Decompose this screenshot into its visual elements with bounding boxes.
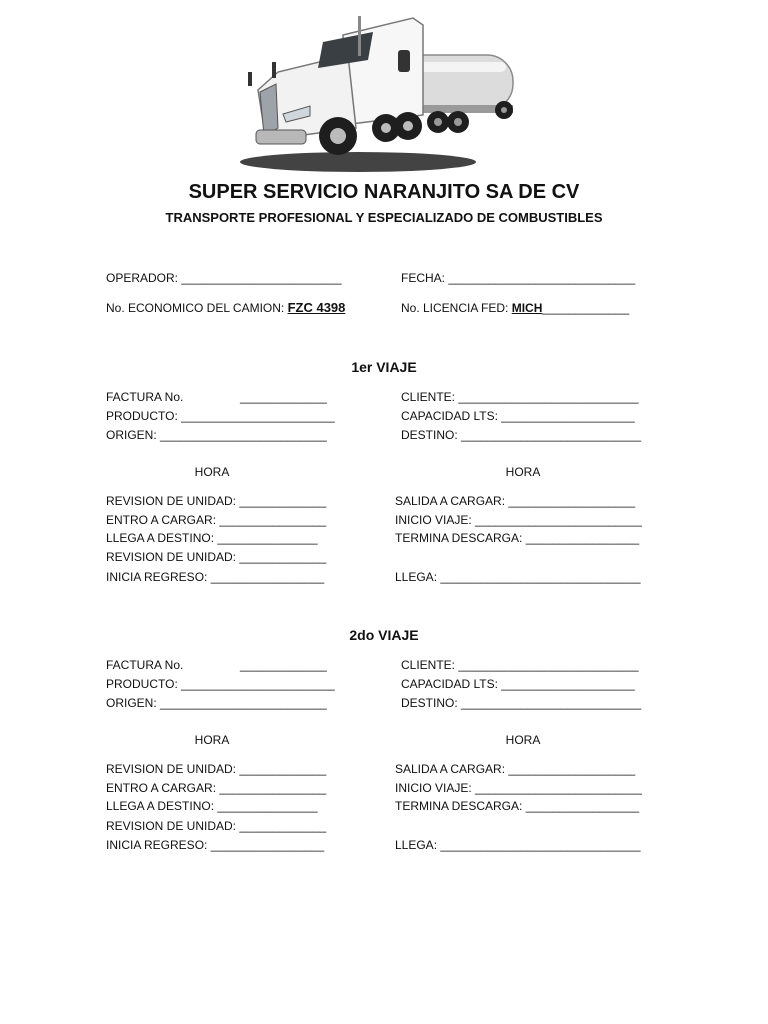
trip-2-entro-field[interactable]: ENTRO A CARGAR: ________________ <box>106 781 327 795</box>
licencia-field[interactable] <box>401 301 629 315</box>
trip-2-revision-1-field[interactable]: REVISION DE UNIDAD: _____________ <box>106 762 327 776</box>
trip-2-revision-2-field[interactable]: REVISION DE UNIDAD: _____________ <box>106 819 327 833</box>
trip-1-origen-field[interactable]: ORIGEN: _________________________ <box>106 428 327 442</box>
trip-1-revision-2-field[interactable]: REVISION DE UNIDAD: _____________ <box>106 550 327 564</box>
licencia-value: MICH <box>511 301 543 315</box>
trip-1-cliente-field[interactable]: CLIENTE: ___________________________ <box>401 390 639 404</box>
operador-field[interactable]: OPERADOR: ________________________ <box>106 271 342 285</box>
trip-1-inicio-field[interactable]: INICIO VIAJE: _________________________ <box>395 513 642 527</box>
trip-2-destino-field[interactable]: DESTINO: ___________________________ <box>401 696 642 710</box>
trip-1-llega-destino-field[interactable]: LLEGA A DESTINO: _______________ <box>106 531 318 545</box>
trip-1-producto-field[interactable]: PRODUCTO: _______________________ <box>106 409 335 423</box>
trip-1-hora-right: HORA <box>505 465 541 479</box>
trip-2-hora-left: HORA <box>194 733 230 747</box>
trip-2-producto-field[interactable]: PRODUCTO: _______________________ <box>106 677 335 691</box>
trip-2-factura-field[interactable]: _____________ <box>240 658 327 672</box>
trip-1-factura-field[interactable]: _____________ <box>240 390 327 404</box>
trip-1-title: 1er VIAJE <box>351 359 417 375</box>
trip-1-hora-left: HORA <box>194 465 230 479</box>
economico-label: No. ECONOMICO DEL CAMION: <box>106 301 288 315</box>
trip-1-salida-field[interactable]: SALIDA A CARGAR: ___________________ <box>395 494 636 508</box>
trip-2-llega-destino-field[interactable]: LLEGA A DESTINO: _______________ <box>106 799 318 813</box>
trip-2-factura-label: FACTURA No. <box>106 658 184 672</box>
trip-2-capacidad-field[interactable]: CAPACIDAD LTS: ____________________ <box>401 677 635 691</box>
economico-value: FZC 4398 <box>287 300 346 315</box>
trip-2-termina-field[interactable]: TERMINA DESCARGA: _________________ <box>395 799 640 813</box>
economico-field[interactable] <box>106 300 345 315</box>
trip-2-cliente-field[interactable]: CLIENTE: ___________________________ <box>401 658 639 672</box>
trip-2-salida-field[interactable]: SALIDA A CARGAR: ___________________ <box>395 762 636 776</box>
trip-1-revision-1-field[interactable]: REVISION DE UNIDAD: _____________ <box>106 494 327 508</box>
fecha-field[interactable]: FECHA: ____________________________ <box>401 271 636 285</box>
tanker-truck-image <box>238 10 528 175</box>
trip-2-hora-right: HORA <box>505 733 541 747</box>
trip-2-origen-field[interactable]: ORIGEN: _________________________ <box>106 696 327 710</box>
trip-1-factura-label: FACTURA No. <box>106 390 184 404</box>
trip-2-title: 2do VIAJE <box>349 627 419 643</box>
licencia-line: _____________ <box>542 301 630 315</box>
trip-1-llega-field[interactable]: LLEGA: ______________________________ <box>395 570 641 584</box>
licencia-label: No. LICENCIA FED: <box>401 301 512 315</box>
company-title: SUPER SERVICIO NARANJITO SA DE CV <box>188 181 580 203</box>
trip-1-entro-field[interactable]: ENTRO A CARGAR: ________________ <box>106 513 327 527</box>
trip-2-inicio-field[interactable]: INICIO VIAJE: _________________________ <box>395 781 642 795</box>
trip-1-capacidad-field[interactable]: CAPACIDAD LTS: ____________________ <box>401 409 635 423</box>
trip-1-termina-field[interactable]: TERMINA DESCARGA: _________________ <box>395 531 640 545</box>
trip-1-inicia-regreso-field[interactable]: INICIA REGRESO: _________________ <box>106 570 325 584</box>
trip-1-destino-field[interactable]: DESTINO: ___________________________ <box>401 428 642 442</box>
trip-2-llega-field[interactable]: LLEGA: ______________________________ <box>395 838 641 852</box>
trip-2-inicia-regreso-field[interactable]: INICIA REGRESO: _________________ <box>106 838 325 852</box>
company-subtitle: TRANSPORTE PROFESIONAL Y ESPECIALIZADO DE COMBUSTIBLES <box>165 210 603 225</box>
